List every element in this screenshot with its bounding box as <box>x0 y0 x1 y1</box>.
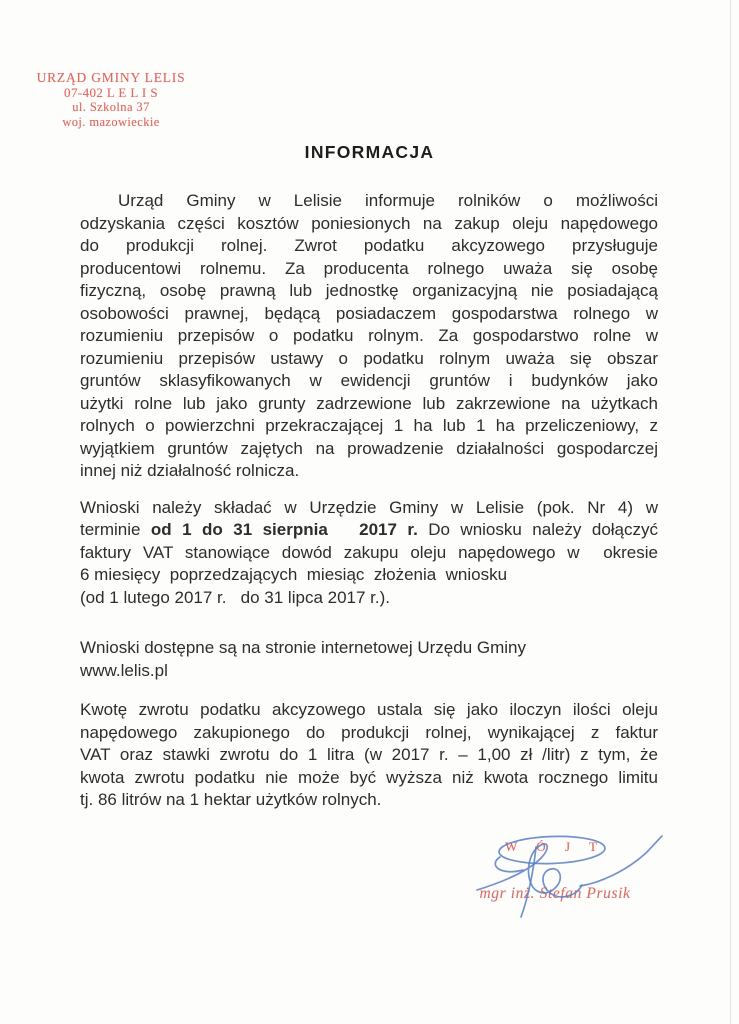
text-line: rozumieniu przepisów ustawy o podatku rolnym uważa się obszar <box>80 348 658 368</box>
stamp-street: ul. Szkolna 37 <box>72 100 150 114</box>
text-line: VAT oraz stawki zwrotu do 1 litra (w 2017 r. – 1,00 zł /litr) z tym, że <box>80 745 658 764</box>
paragraph-refund-calculation <box>80 699 658 812</box>
handwritten-signature-ink <box>430 823 710 928</box>
text-line: innej niż działalność rolnicza. <box>80 461 300 480</box>
text-line: tj. 86 litrów na 1 hektar użytków rolnych. <box>80 790 382 809</box>
text-line: (od 1 lutego 2017 r. do 31 lipca 2017 r.). <box>80 587 390 607</box>
text-line: Wnioski należy składać w Urzędzie Gminy w Lelisie (pok. Nr 4) w <box>80 497 658 517</box>
text-line: wyjątkiem gruntów zajętych na prowadzenie działalności gospodarczej <box>80 438 658 458</box>
stamp-postal-code: 07-402 L E L I S <box>64 84 158 100</box>
document-title: INFORMACJA <box>304 142 435 162</box>
signature-block <box>430 823 710 928</box>
text-line: 6 miesięcy poprzedzających miesiąc złożenia wniosku <box>80 565 508 584</box>
stamp-voivodeship: woj. mazowieckie <box>62 114 160 129</box>
text-line: odzyskania części kosztów poniesionych na zakup oleju napędowego <box>80 213 658 233</box>
text-line: napędowego zakupionego do produkcji rolnej, wynikającej z faktur <box>80 722 658 742</box>
text-line: faktury VAT stanowiące dowód zakupu oleju napędowego w okresie <box>80 542 658 562</box>
paragraph-submission-deadline <box>80 497 658 610</box>
scanner-edge-artifact <box>730 0 731 1024</box>
text-line: kwota zwrotu podatku nie może być wyższa niż kwota rocznego limitu <box>80 767 658 787</box>
mayor-role-stamp: W Ó J T <box>505 839 605 854</box>
bold-text-run: od 1 do 31 sierpnia 2017 r. <box>150 520 418 539</box>
text-line: www.lelis.pl <box>80 660 168 680</box>
text-line: rozumieniu przepisów o podatku rolnym. Za gospodarstwo rolne w <box>80 326 658 345</box>
text-line: gruntów sklasyfikowanych w ewidencji gruntów i budynków jako <box>80 371 658 390</box>
text-line: fizyczną, osobę prawną lub jednostkę organizacyjną nie posiadającą <box>80 281 658 300</box>
text-run: Do wniosku należy dołączyć <box>417 520 659 539</box>
paragraph-eligibility <box>80 190 658 483</box>
office-address-stamp <box>36 71 186 129</box>
text-run: terminie <box>80 520 151 539</box>
text-line: osobowości prawnej, będącą posiadaczem gospodarstwa rolnego w <box>80 303 658 323</box>
paragraph-website <box>80 637 658 682</box>
text-line: Wnioski dostępne są na stronie internetowej Urzędu Gminy <box>80 638 526 657</box>
text-line: użytki rolne lub jako grunty zadrzewione lub zakrzewione na użytkach <box>80 393 658 413</box>
text-line: do produkcji rolnej. Zwrot podatku akcyzowego przysługuje <box>80 236 658 255</box>
text-line: Urząd Gminy w Lelisie informuje rolników o możliwości <box>118 191 658 210</box>
document-body <box>80 190 658 812</box>
text-line <box>80 519 658 542</box>
text-line: Kwotę zwrotu podatku akcyzowego ustala się jako iloczyn ilości oleju <box>80 700 658 719</box>
signatory-name: mgr inż. Stefan Prusik <box>479 885 631 902</box>
text-line: rolnych o powierzchni przekraczającej 1 ha lub 1 ha przeliczeniowy, z <box>80 416 658 435</box>
stamp-office-name: URZĄD GMINY LELIS <box>36 70 186 85</box>
text-line: producentowi rolnemu. Za producenta rolnego uważa się osobę <box>80 258 658 278</box>
